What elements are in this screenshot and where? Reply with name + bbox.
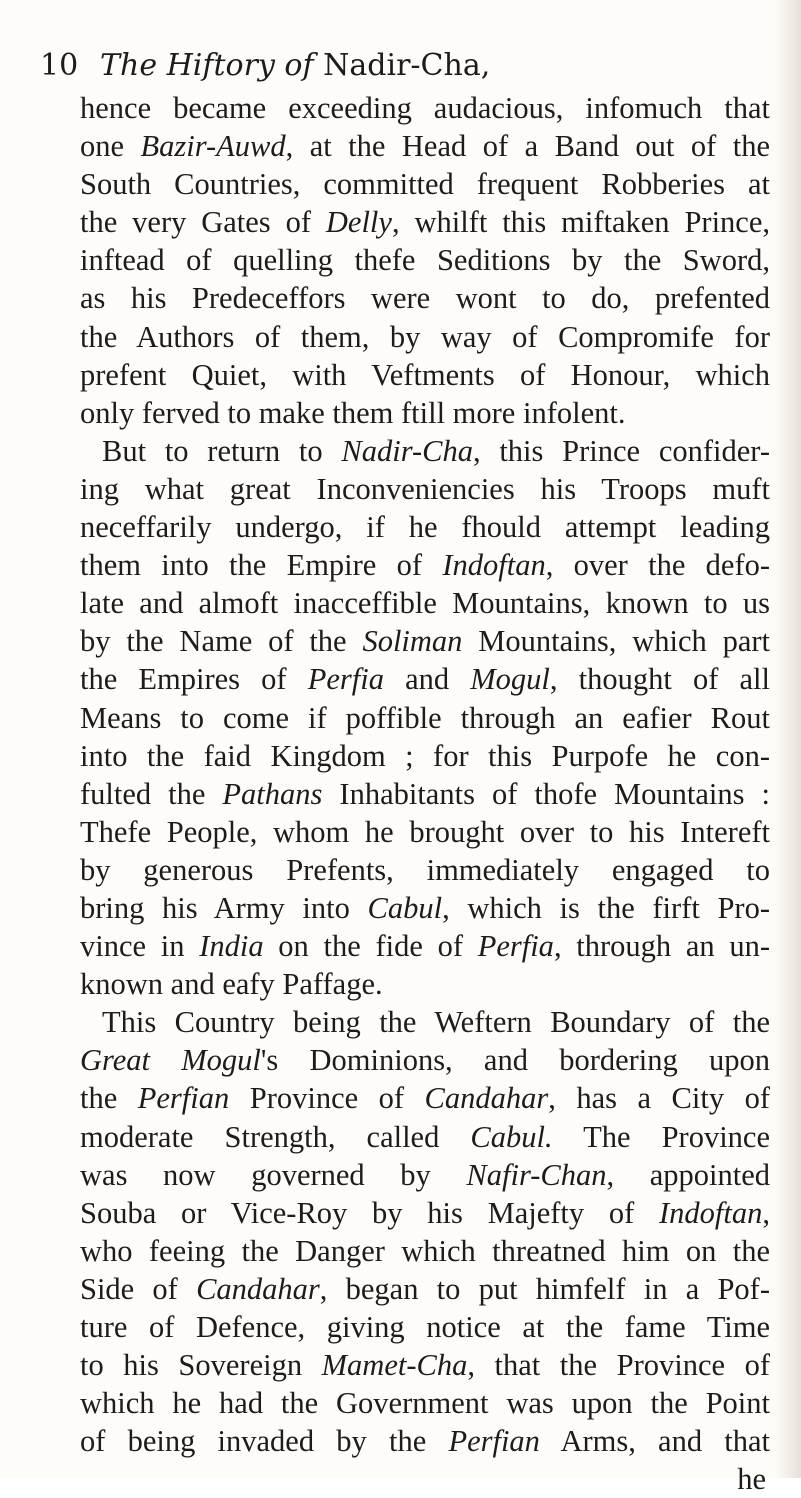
- italic-term: Indoftan: [442, 548, 546, 583]
- text-line: [80, 775, 770, 813]
- text-run: Means to come if poffible through an eafier Rout: [80, 700, 770, 735]
- text-line: [80, 927, 770, 965]
- text-run: late and almoft inacceffible Mountains, known to us: [80, 586, 770, 621]
- text-run: known and eafy Paffage.: [80, 967, 383, 1002]
- text-run: Arms, and that: [539, 1424, 770, 1459]
- text-line: [80, 356, 770, 394]
- text-run: , has a City of: [548, 1081, 770, 1116]
- text-line: [80, 1422, 770, 1460]
- italic-term: Candahar: [424, 1081, 549, 1116]
- text-run: Inhabitants of thofe Mountains :: [322, 776, 770, 811]
- text-line: [80, 660, 770, 698]
- running-title: The Hiftory of: [100, 48, 314, 83]
- text-run: only ferved to make them ftill more infolent.: [80, 395, 626, 430]
- italic-term: Nadir-Cha: [341, 433, 473, 468]
- text-line: [80, 89, 770, 127]
- text-run: bring his Army into: [80, 890, 368, 925]
- text-run: inftead of quelling thefe Seditions by the Sword,: [80, 243, 770, 278]
- italic-term: Candahar: [196, 1271, 320, 1306]
- text-run: , whilft this miftaken Prince,: [391, 205, 770, 240]
- text-run: , that the Province of: [467, 1348, 770, 1383]
- text-run: Mountains, which part: [462, 624, 770, 659]
- text-run: them into the Empire of: [80, 548, 443, 583]
- italic-term: Soliman: [362, 624, 463, 659]
- page-number: 10: [40, 48, 79, 83]
- text-run: the: [80, 1081, 138, 1116]
- text-line: [80, 965, 770, 1003]
- italic-term: India: [199, 929, 264, 964]
- catchword: [80, 1460, 770, 1498]
- text-run: the Authors of them, by way of Compromife for: [80, 319, 770, 354]
- text-run: into the faid Kingdom ; for this Purpofe he con-: [80, 738, 770, 773]
- text-run: to his Sovereign: [80, 1348, 322, 1383]
- italic-term: Perfian: [448, 1424, 540, 1459]
- text-run: one: [80, 129, 141, 164]
- text-run: Thefe People, whom he brought over to his Intereft: [80, 814, 770, 849]
- text-line: [80, 1270, 770, 1308]
- italic-term: Cabul: [367, 890, 443, 925]
- text-line: [80, 889, 770, 927]
- italic-term: Bazir-Auwd: [140, 129, 286, 164]
- text-line: [80, 1384, 770, 1422]
- text-line: [80, 1232, 770, 1270]
- text-line: [80, 1194, 770, 1232]
- text-line: [80, 584, 770, 622]
- text-line: [80, 165, 770, 203]
- text-line: [80, 1079, 770, 1117]
- text-run: by the Name of the: [80, 624, 363, 659]
- text-run: fulted the: [80, 776, 223, 811]
- italic-term: Perfia: [477, 929, 554, 964]
- text-run: This Country being the Weftern Boundary of the: [102, 1005, 770, 1040]
- text-line: [80, 470, 770, 508]
- text-run: , this Prince confider-: [472, 433, 770, 468]
- italic-term: Pathans: [222, 776, 323, 811]
- text-run: ,: [762, 1195, 770, 1230]
- text-run: hence became exceeding audacious, infomuch that: [80, 91, 770, 125]
- text-line: [80, 241, 770, 279]
- text-run: he: [737, 1462, 766, 1497]
- italic-term: Perfia: [307, 662, 384, 697]
- text-run: prefent Quiet, with Veftments of Honour, which: [80, 357, 770, 392]
- italic-term: Perfian: [137, 1081, 230, 1116]
- italic-term: Mogul: [470, 662, 550, 697]
- text-run: moderate Strength, called: [80, 1119, 471, 1154]
- text-run: , at the Head of a Band out of the: [285, 129, 770, 164]
- running-name: Nadir-Cha,: [323, 48, 491, 83]
- text-run: who feeing the Danger which threatned him on the: [80, 1233, 770, 1268]
- text-line: [80, 813, 770, 851]
- text-run: as his Predeceffors were wont to do, prefented: [80, 281, 770, 316]
- text-line: [80, 699, 770, 737]
- text-run: vince in: [80, 929, 200, 964]
- text-run: by generous Prefents, immediately engaged to: [80, 852, 770, 887]
- text-line: [80, 508, 770, 546]
- italic-term: Delly: [325, 205, 392, 240]
- text-line: [80, 1118, 770, 1156]
- italic-term: Nafir-Chan: [466, 1157, 607, 1192]
- italic-term: Mamet-Cha: [321, 1348, 468, 1383]
- text-line: [80, 546, 770, 584]
- text-line: [80, 1308, 770, 1346]
- text-run: 's Dominions, and bordering upon: [260, 1043, 770, 1078]
- text-run: the very Gates of: [80, 205, 326, 240]
- text-line: [80, 432, 770, 470]
- text-run: was now governed by: [80, 1157, 467, 1192]
- text-run: neceffarily undergo, if he fhould attempt leading: [80, 510, 770, 545]
- text-run: South Countries, committed frequent Robberies at: [80, 167, 770, 202]
- text-run: Side of: [80, 1271, 197, 1306]
- text-line: [80, 1041, 770, 1079]
- text-run: ing what great Inconveniencies his Troops muft: [80, 471, 770, 506]
- text-line: [80, 279, 770, 317]
- text-run: on the fide of: [263, 929, 478, 964]
- text-run: which he had the Government was upon the Point: [80, 1386, 770, 1421]
- text-run: ture of Defence, giving notice at the fame Time: [80, 1310, 770, 1344]
- text-run: , through an un-: [553, 929, 770, 964]
- text-run: , over the defo-: [545, 548, 771, 583]
- text-line: [80, 1346, 770, 1384]
- text-line: [80, 318, 770, 356]
- text-run: of being invaded by the: [80, 1424, 449, 1459]
- text-line: [80, 851, 770, 889]
- text-run: , which is the firft Pro-: [442, 890, 770, 925]
- text-run: Souba or Vice-Roy by his Majefty of: [80, 1195, 660, 1230]
- page-edge-shadow: [775, 0, 801, 1478]
- text-line: [80, 1156, 770, 1194]
- text-run: and: [383, 662, 471, 697]
- text-line: [80, 1003, 770, 1041]
- text-line: [80, 737, 770, 775]
- italic-term: Great Mogul: [80, 1043, 261, 1078]
- text-line: [80, 622, 770, 660]
- text-line: [80, 203, 770, 241]
- text-line: [80, 394, 770, 432]
- text-run: Province of: [229, 1081, 425, 1116]
- italic-term: Cabul.: [470, 1119, 553, 1154]
- italic-term: Indoftan: [659, 1195, 763, 1230]
- text-run: But to return to: [102, 433, 342, 468]
- body-text: [80, 89, 770, 1498]
- text-run: , began to put himfelf in a Pof-: [319, 1271, 770, 1306]
- running-header: [40, 48, 490, 83]
- text-run: , appointed: [606, 1157, 770, 1192]
- text-run: The Province: [552, 1119, 770, 1154]
- text-run: the Empires of: [80, 662, 308, 697]
- text-run: , thought of all: [549, 662, 770, 697]
- text-line: [80, 127, 770, 165]
